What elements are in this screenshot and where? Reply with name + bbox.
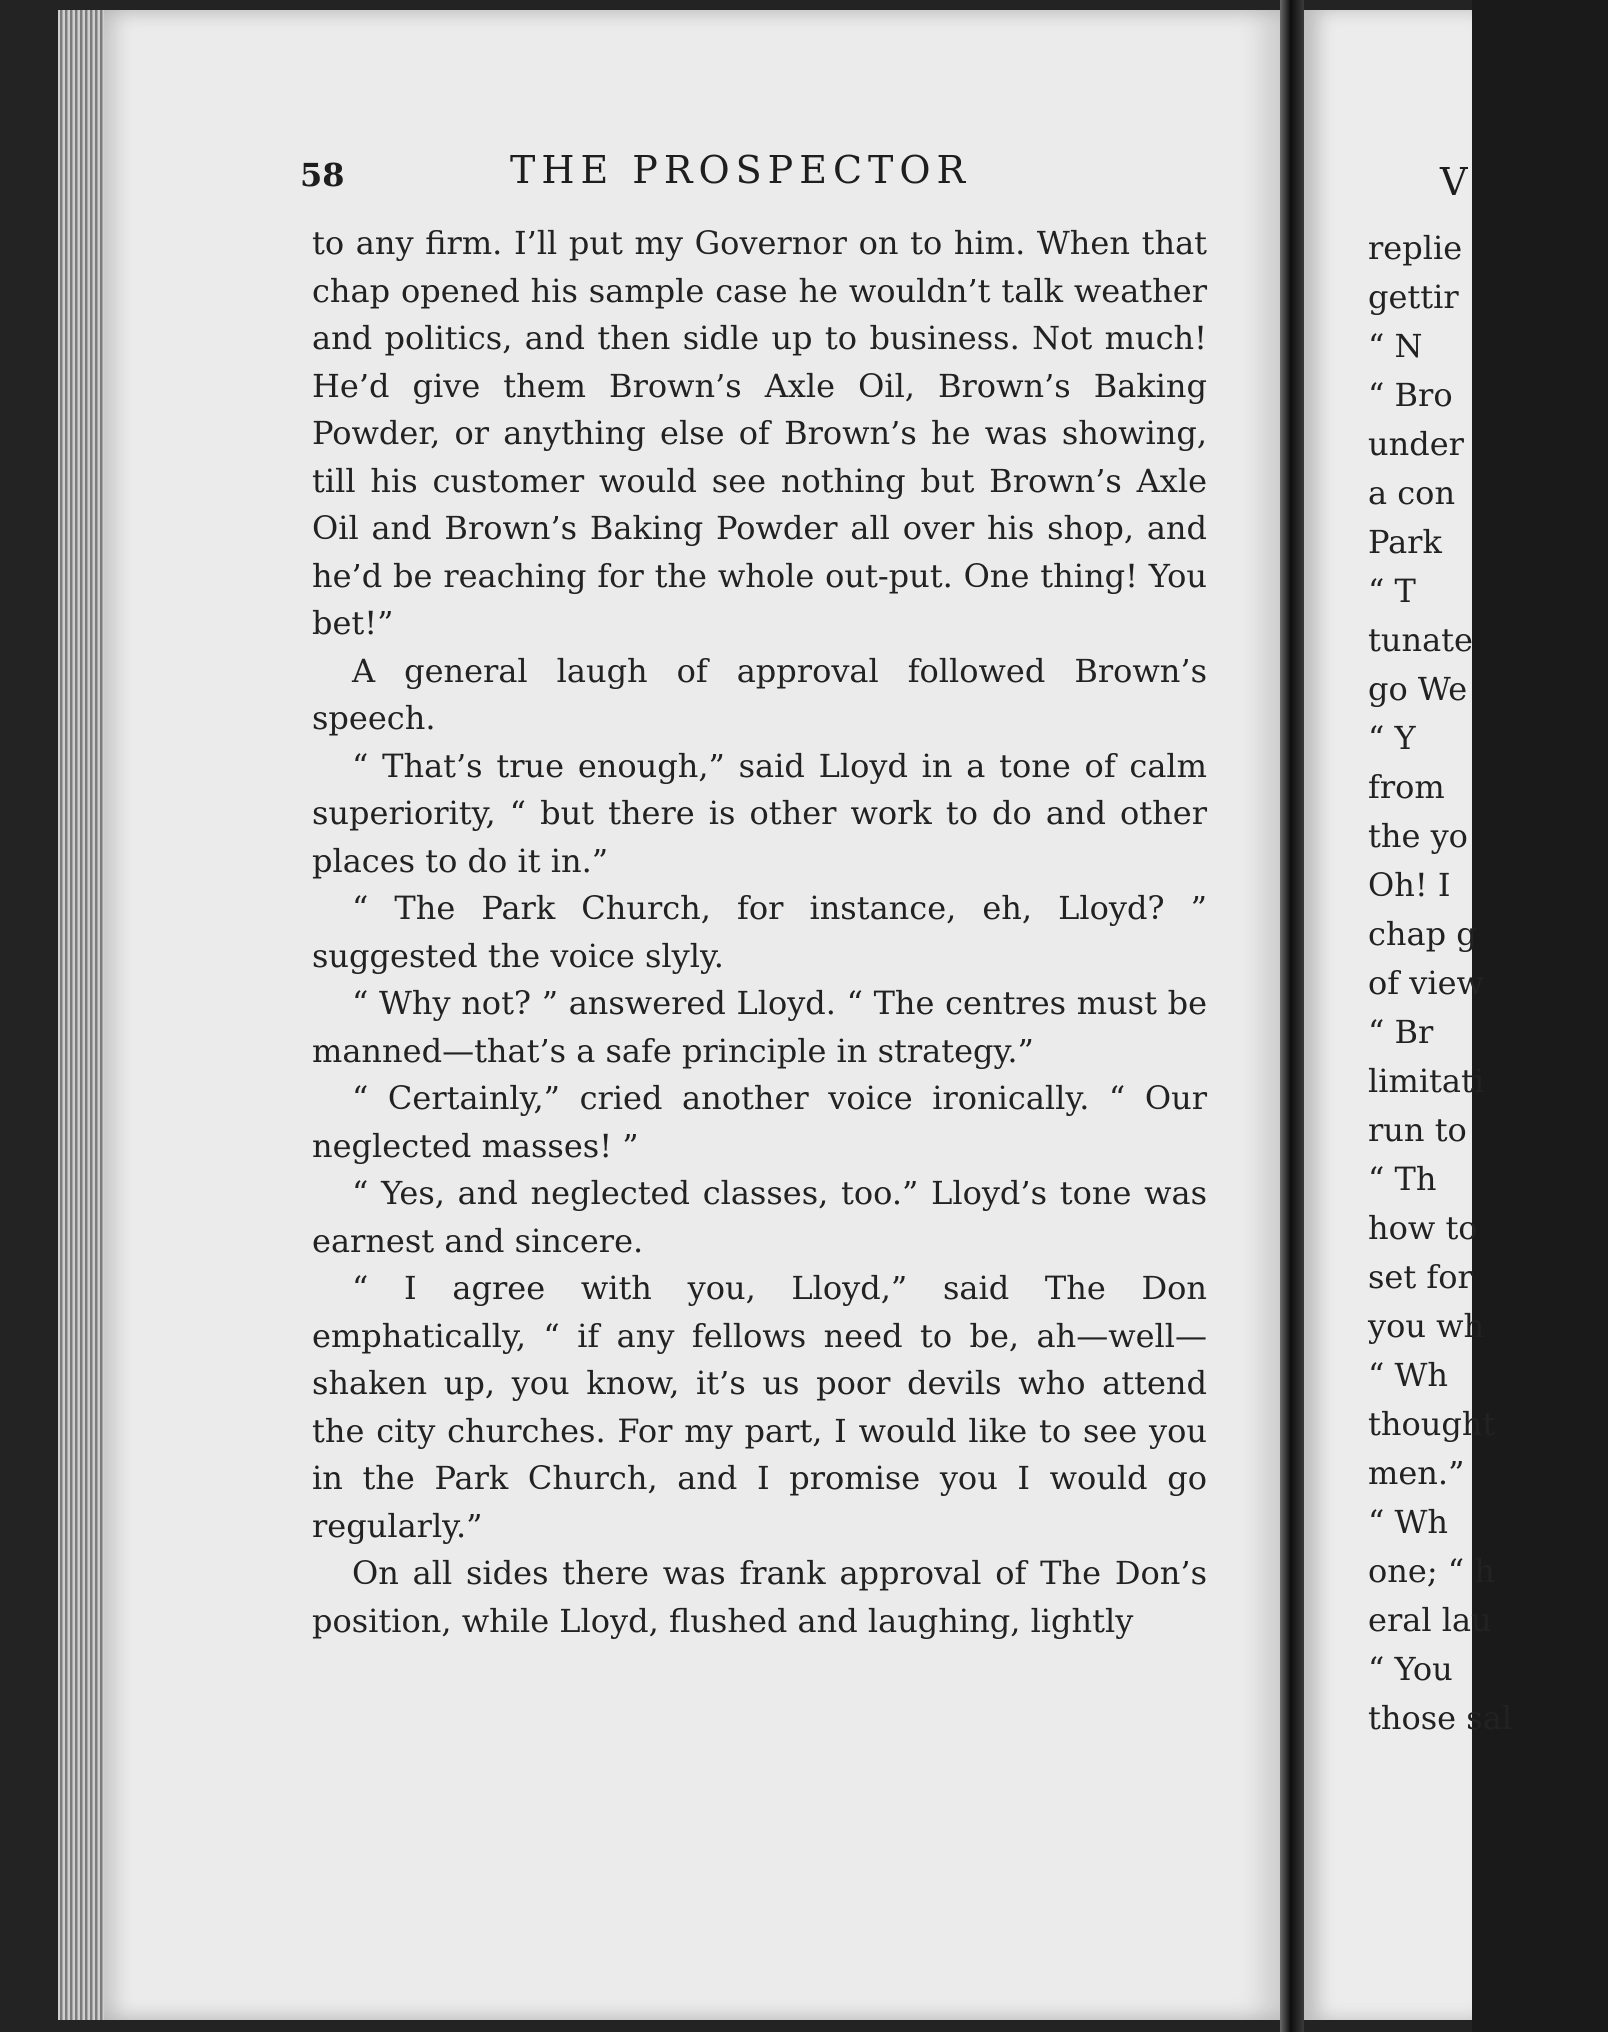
text-line-fragment: replie: [1368, 229, 1463, 267]
text-line-fragment: how to: [1368, 1209, 1478, 1247]
paragraph: “ The Park Church, for instance, eh, Lloyd? ” suggested the voice slyly.: [312, 889, 1207, 975]
right-page: [1304, 10, 1512, 2020]
left-page-body: [312, 220, 1207, 1645]
text-line-fragment: Oh! I: [1368, 866, 1451, 904]
text-line-fragment: set for: [1368, 1258, 1473, 1296]
text-line-fragment: “ N: [1368, 327, 1423, 365]
text-line-fragment: those sal: [1368, 1699, 1512, 1737]
text-line-fragment: gettir: [1368, 278, 1459, 316]
text-line-fragment: “ Wh: [1368, 1356, 1449, 1394]
paragraph: “ That’s true enough,” said Lloyd in a tone of calm superiority, “ but there is other work to do and other places to do it in.”: [312, 746, 1207, 880]
page-number: 58: [300, 156, 345, 194]
paragraph: “ Yes, and neglected classes, too.” Lloyd’s tone was earnest and sincere.: [312, 1174, 1207, 1260]
right-running-title-fragment: V: [1440, 160, 1472, 204]
paragraph: “ Certainly,” cried another voice ironically. “ Our neglected masses! ”: [312, 1079, 1207, 1165]
right-page-body: [1368, 224, 1608, 1743]
text-line-fragment: of view: [1368, 964, 1484, 1002]
text-line-fragment: the yo: [1368, 817, 1468, 855]
text-line-fragment: “ Y: [1368, 719, 1416, 757]
paragraph: A general laugh of approval followed Brown’s speech.: [312, 651, 1207, 737]
text-line-fragment: go We: [1368, 670, 1468, 708]
text-line-fragment: under: [1368, 425, 1464, 463]
paragraph: “ I agree with you, Lloyd,” said The Don emphatically, “ if any fellows need to be, ah—well—shaken up, you know, it’s us poor devils who attend the city churches. For my part, I would like to see you in the Park Church, and I promise you I would go regularly.”: [312, 1269, 1207, 1545]
book-gutter: [1280, 0, 1304, 2032]
text-line-fragment: “ Br: [1368, 1013, 1434, 1051]
paragraph: “ Why not? ” answered Lloyd. “ The centres must be manned—that’s a safe principle in strategy.”: [312, 984, 1207, 1070]
paragraph: On all sides there was frank approval of The Don’s position, while Lloyd, flushed and laughing, lightly: [312, 1554, 1207, 1640]
text-line-fragment: “ Bro: [1368, 376, 1453, 414]
text-line-fragment: a con: [1368, 474, 1456, 512]
text-line-fragment: men.”: [1368, 1454, 1465, 1492]
text-line-fragment: Park: [1368, 523, 1442, 561]
text-line-fragment: run to: [1368, 1111, 1467, 1149]
text-line-fragment: you wh: [1368, 1307, 1485, 1345]
text-line-fragment: tunate: [1368, 621, 1473, 659]
text-line-fragment: limitati: [1368, 1062, 1485, 1100]
text-line-fragment: eral lau: [1368, 1601, 1492, 1639]
text-line-fragment: “ T: [1368, 572, 1416, 610]
text-line-fragment: chap g: [1368, 915, 1477, 953]
text-line-fragment: one; “ h: [1368, 1552, 1495, 1590]
text-line-fragment: thought: [1368, 1405, 1496, 1443]
text-line-fragment: from: [1368, 768, 1445, 806]
left-running-head: [300, 148, 1220, 208]
text-line-fragment: “ Th: [1368, 1160, 1437, 1198]
page-edges: [58, 10, 104, 2020]
text-line-fragment: “ Wh: [1368, 1503, 1449, 1541]
paragraph: to any firm. I’ll put my Governor on to him. When that chap opened his sample case he wouldn’t talk weather and politics, and then sidle up to business. Not much! He’d give them Brown’s Axle Oil, Brown’s Baking Powder, or anything else of Brown’s he was showing, till his customer would see nothing but Brown’s Axle Oil and Brown’s Baking Powder all over his shop, and he’d be reaching for the whole out-put. One thing! You bet!”: [312, 224, 1207, 642]
running-title: THE PROSPECTOR: [510, 148, 972, 192]
text-line-fragment: “ You: [1368, 1650, 1453, 1688]
